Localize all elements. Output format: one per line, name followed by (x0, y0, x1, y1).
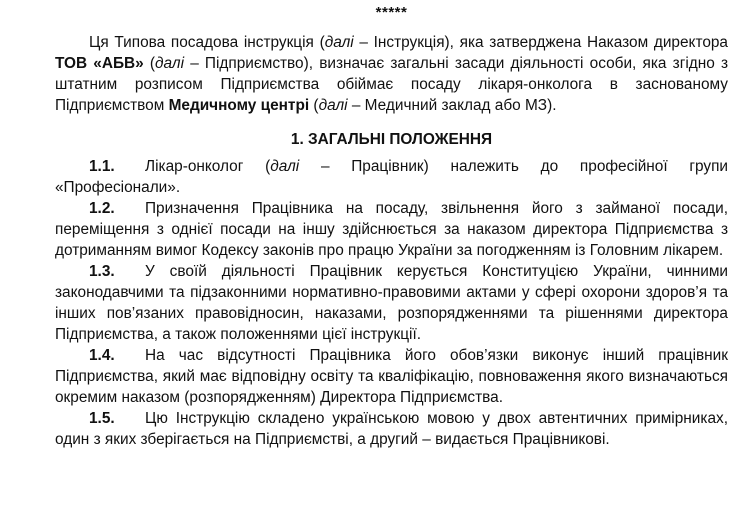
clause-1-4 (55, 345, 728, 408)
clause-text-italic: далі (270, 158, 300, 175)
intro-text: ( (143, 55, 156, 72)
clause-text: Лікар-онколог ( (145, 158, 271, 175)
clause-number: 1.3. (89, 263, 115, 280)
intro-text: – Підприємство), визначає загальні засади діяльності особи, яка згідно з штатним розписом Підприємства обіймає посаду лікаря-онколога в заснованому Підприємством (55, 55, 729, 114)
section-heading: 1. ЗАГАЛЬНІ ПОЛОЖЕННЯ (290, 131, 493, 148)
intro-text: – Інструкція), яка затверджена Наказом директора (353, 34, 728, 51)
clause-number: 1.1. (89, 158, 115, 175)
clause-1-1 (55, 156, 728, 198)
clause-text: Цю Інструкцію складено українською мовою у двох автентичних примірниках, один з яких зберігається на Підприємстві, а другий – видається Працівникові. (55, 410, 728, 448)
intro-text-italic: далі (324, 34, 354, 51)
intro-text-italic: далі (318, 97, 348, 114)
intro-text: Ця Типова посадова інструкція ( (89, 34, 325, 51)
clause-1-2 (55, 198, 728, 261)
clause-number: 1.5. (89, 410, 115, 427)
clause-text: У своїй діяльності Працівник керується Конституцією України, чинними законодавчими та підзаконними нормативно-правовими актами у сфері охорони здоров’я та інших пов’язаних правовідносин, наказами, розпорядженнями та рішеннями директора Підприємства, а також положеннями цієї інструкції. (55, 263, 728, 343)
intro-text-italic: далі (155, 55, 185, 72)
clause-text: – Працівник) належить до професійної групи «Професіонали». (55, 158, 729, 196)
company-name: ТОВ «АБВ» (55, 55, 144, 72)
clause-text: На час відсутності Працівника його обов’язки виконує інший працівник Підприємства, який має відповідну освіту та кваліфікацію, повноваження якого визначаються окремим наказом (розпорядженням) Директора Підприємства. (55, 347, 728, 406)
clause-1-5 (55, 408, 728, 450)
medical-center-name: Медичному центрі (168, 97, 310, 114)
separator-stars: ***** (375, 4, 408, 21)
intro-text: – Медичний заклад або МЗ). (347, 97, 557, 114)
intro-text: ( (309, 97, 319, 114)
clause-text: Призначення Працівника на посаду, звільнення його з займаної посади, переміщення з однієї посади на іншу здійснюється за наказом директора Підприємства з дотриманням вимог Кодексу законів про працю України за погодженням із Головним лікарем. (55, 200, 728, 259)
clause-number: 1.2. (89, 200, 115, 217)
clause-number: 1.4. (89, 347, 115, 364)
clause-1-3 (55, 261, 728, 345)
intro-paragraph (55, 32, 728, 116)
